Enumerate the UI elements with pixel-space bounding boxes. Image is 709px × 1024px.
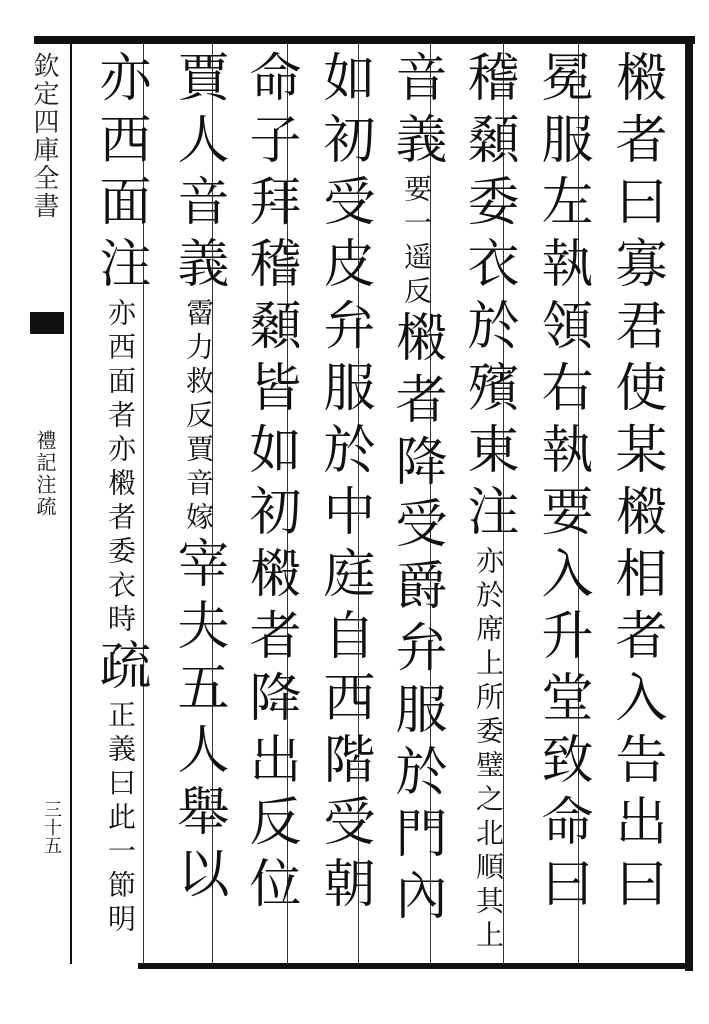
text-column-3 bbox=[452, 50, 522, 960]
text-column-2 bbox=[526, 50, 596, 960]
page-top-margin bbox=[0, 0, 709, 30]
frame-bottom-border bbox=[138, 963, 693, 969]
annotation-text: 霤力救反賈音嫁 bbox=[182, 298, 215, 536]
main-text: 音義 bbox=[386, 50, 446, 174]
page-number: 三十五 bbox=[41, 800, 62, 854]
text-column-5 bbox=[308, 50, 378, 960]
annotation-text: 亦於席上所委璧之北順其上 bbox=[472, 546, 505, 954]
margin-divider bbox=[70, 44, 72, 964]
text-column-1 bbox=[600, 50, 670, 960]
annotation-text: 正義曰此一節明 bbox=[104, 700, 137, 938]
collection-title: 欽定四庫全書 bbox=[29, 52, 59, 220]
main-text: 亦西面注 bbox=[90, 50, 150, 298]
main-text: 賈人音義 bbox=[168, 50, 228, 298]
annotation-text: 要一遥反 bbox=[400, 174, 433, 310]
fish-tail-mark bbox=[30, 312, 64, 334]
main-text: 樧者降受爵弁服於門內 bbox=[386, 310, 446, 930]
text-column-4 bbox=[380, 50, 450, 960]
text-column-8 bbox=[84, 50, 154, 960]
frame-top-border bbox=[34, 36, 695, 44]
main-text: 如初受皮弁服於中庭自西階受朝 bbox=[314, 50, 374, 918]
main-text: 稽顙委衣於殯東注 bbox=[458, 50, 518, 546]
main-text: 樧者曰寡君使某樧相者入告出曰 bbox=[606, 50, 666, 918]
main-text: 冕服左執領右執要入升堂致命曰 bbox=[532, 50, 592, 918]
main-text: 疏 bbox=[90, 638, 150, 700]
frame-right-border bbox=[685, 36, 693, 971]
annotation-text: 亦西面者亦樧者委衣時 bbox=[104, 298, 137, 638]
main-text: 命子拜稽顙皆如初樧者降出反位 bbox=[240, 50, 300, 918]
book-title: 禮記注疏 bbox=[33, 430, 57, 518]
main-text: 宰夫五人舉以 bbox=[168, 536, 228, 908]
text-column-6 bbox=[234, 50, 304, 960]
text-column-7 bbox=[162, 50, 232, 960]
